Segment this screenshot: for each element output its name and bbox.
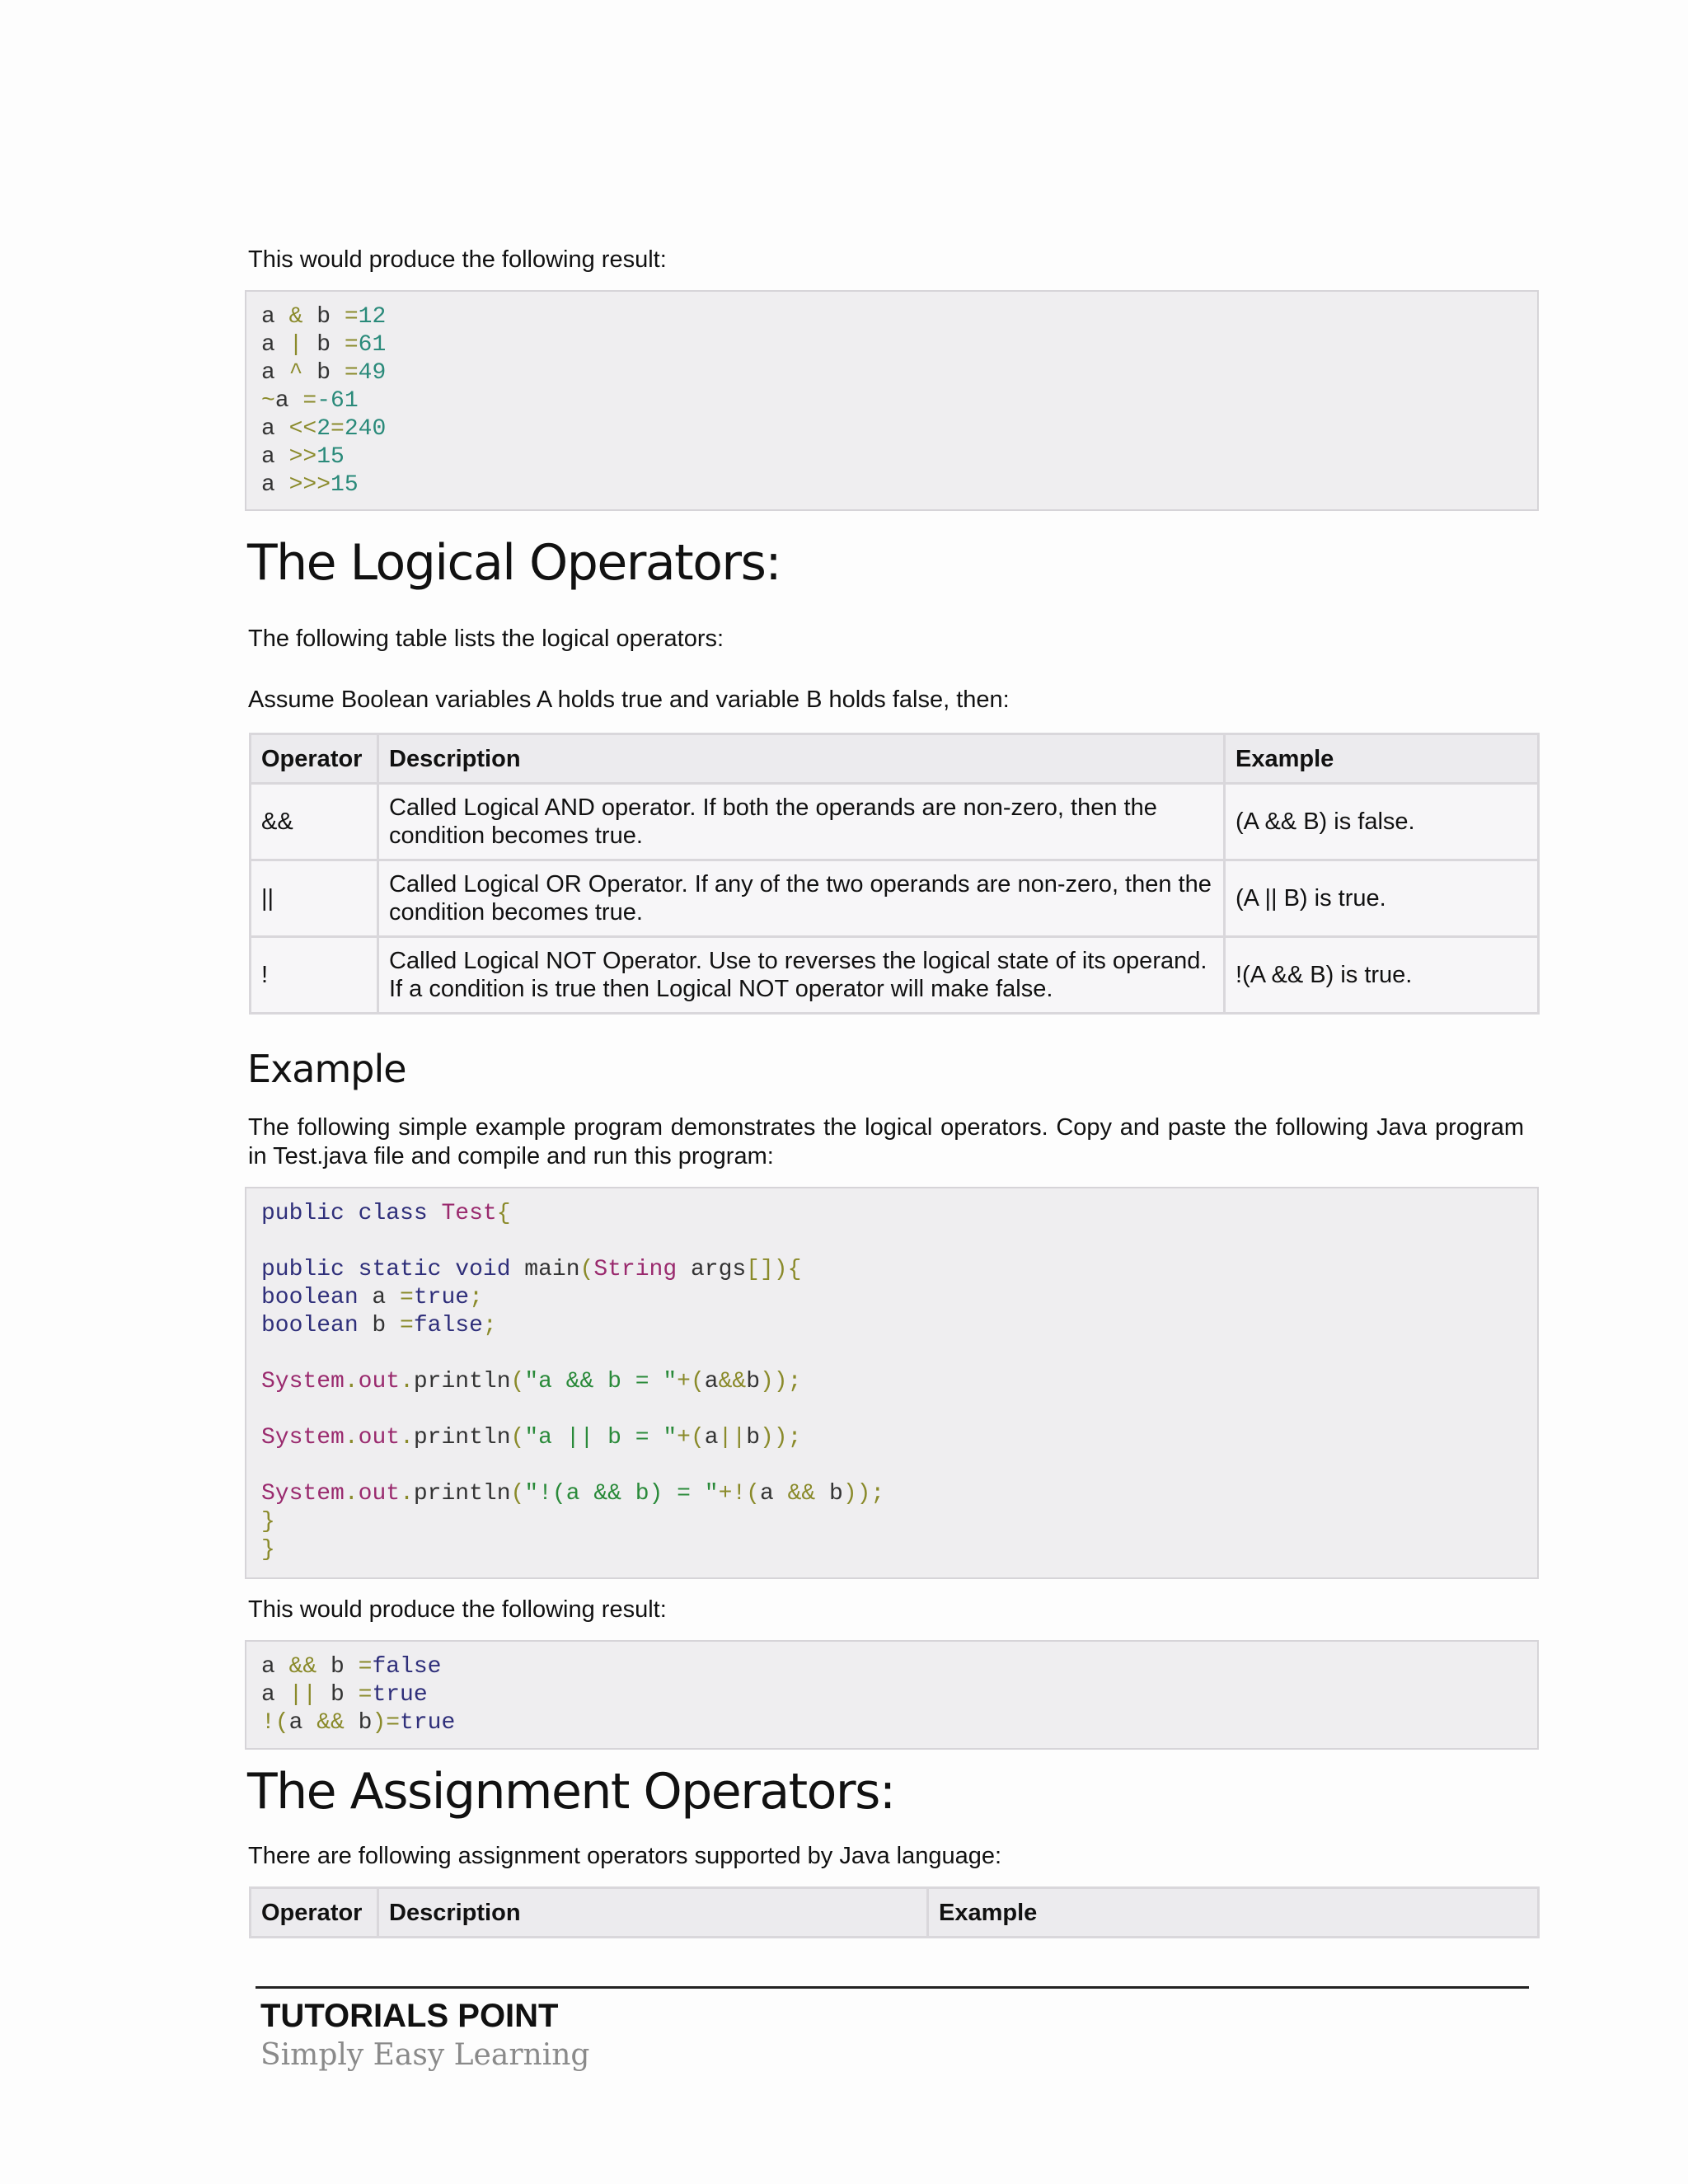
code-token: = <box>358 1682 373 1708</box>
code-token: System <box>261 1481 345 1507</box>
code-token: b <box>746 1369 760 1394</box>
code-token <box>345 1201 359 1226</box>
header-operator: Operator <box>251 1888 378 1938</box>
code-token: a <box>759 1481 788 1507</box>
code-token: a <box>261 1654 289 1680</box>
cell-example: (A || B) is true. <box>1225 860 1539 937</box>
code-token: "!(a && b) = " <box>524 1481 719 1507</box>
code-token: out <box>358 1481 401 1507</box>
bitwise-result-output <box>245 290 1539 511</box>
code-token: ( <box>510 1369 525 1394</box>
code-token: . <box>344 1425 359 1451</box>
code-token: b <box>815 1481 843 1507</box>
code-token: 240 <box>344 416 387 442</box>
code-token: } <box>261 1537 275 1563</box>
code-token: && <box>316 1710 345 1736</box>
header-description: Description <box>378 734 1225 784</box>
code-line <box>261 303 1522 331</box>
code-token: . <box>344 1481 359 1507</box>
code-token: 49 <box>358 360 387 386</box>
table-row <box>251 937 1539 1014</box>
code-token: 15 <box>316 444 345 470</box>
code-token: 2 <box>316 416 331 442</box>
code-token: Test <box>441 1201 497 1226</box>
code-token: a <box>261 332 289 358</box>
cell-operator: || <box>251 860 378 937</box>
code-token: b <box>302 360 345 386</box>
code-token: true <box>400 1710 456 1736</box>
code-token: public <box>261 1201 345 1226</box>
cell-operator: ! <box>251 937 378 1014</box>
code-token: main <box>510 1257 580 1282</box>
code-token: )= <box>372 1710 401 1736</box>
code-token: )); <box>760 1425 802 1451</box>
code-token: = <box>400 1285 414 1310</box>
code-line <box>261 1536 1522 1564</box>
code-token: out <box>358 1425 401 1451</box>
code-token: println <box>413 1425 511 1451</box>
footer-divider <box>256 1986 1529 1989</box>
code-token: -61 <box>316 388 359 414</box>
code-token: ( <box>579 1257 594 1282</box>
header-example: Example <box>928 1888 1539 1938</box>
example-intro: The following simple example program demonstrates the logical operators. Copy and paste the following Java program in Test.java file and compile and run this program: <box>248 1114 1524 1169</box>
code-token: b <box>358 1313 401 1338</box>
cell-operator: && <box>251 784 378 860</box>
code-line <box>261 1284 1522 1312</box>
logical-operators-table <box>249 733 1540 1015</box>
code-token: . <box>400 1481 414 1507</box>
code-token: boolean <box>261 1313 359 1338</box>
code-line <box>261 1508 1522 1536</box>
code-token: = <box>344 332 359 358</box>
code-token: ( <box>510 1481 525 1507</box>
code-token: << <box>288 416 317 442</box>
code-token: ^ <box>288 360 303 386</box>
code-token: . <box>400 1425 414 1451</box>
code-token: a <box>261 444 289 470</box>
code-token: 61 <box>358 332 387 358</box>
code-token: !( <box>261 1710 289 1736</box>
code-line <box>261 471 1522 499</box>
code-line <box>261 443 1522 471</box>
code-line <box>261 1368 1522 1396</box>
logical-intro-1: The following table lists the logical operators: <box>248 626 724 652</box>
cell-description: Called Logical AND operator. If both the operands are non-zero, then the condition becomes true. <box>378 784 1225 860</box>
code-token: static <box>358 1257 442 1282</box>
code-token <box>428 1201 442 1226</box>
code-token: a <box>704 1425 719 1451</box>
code-token: || <box>288 1682 317 1708</box>
cell-example: !(A && B) is true. <box>1225 937 1539 1014</box>
code-token: "a && b = " <box>524 1369 678 1394</box>
code-token: System <box>261 1425 345 1451</box>
table-header-row <box>251 1888 1539 1938</box>
logical-operators-heading: The Logical Operators: <box>247 534 781 592</box>
code-token: a <box>274 388 303 414</box>
code-token: a <box>358 1285 401 1310</box>
header-operator: Operator <box>251 734 378 784</box>
code-token: false <box>413 1313 483 1338</box>
code-token: +( <box>677 1369 705 1394</box>
logical-result-output <box>245 1640 1539 1750</box>
code-token: && <box>718 1369 747 1394</box>
code-token: b <box>746 1425 760 1451</box>
example-heading: Example <box>247 1047 406 1091</box>
code-line <box>261 1340 1522 1368</box>
code-token: 12 <box>358 304 387 330</box>
code-token: = <box>400 1313 414 1338</box>
code-line <box>261 1396 1522 1424</box>
code-token: "a || b = " <box>524 1425 678 1451</box>
code-token: ; <box>469 1285 483 1310</box>
code-line <box>261 359 1522 387</box>
code-token: >> <box>288 444 317 470</box>
table-row <box>251 784 1539 860</box>
bitwise-result-intro: This would produce the following result: <box>248 246 667 273</box>
code-token: = <box>302 388 317 414</box>
code-token: . <box>344 1369 359 1394</box>
code-token: a <box>261 360 289 386</box>
code-token: println <box>413 1481 511 1507</box>
code-token: a <box>288 1710 317 1736</box>
code-token: b <box>344 1710 373 1736</box>
cell-example: (A && B) is false. <box>1225 784 1539 860</box>
footer-brand: TUTORIALS POINT <box>260 1998 559 2034</box>
code-token: || <box>718 1425 747 1451</box>
assignment-operators-table <box>249 1886 1540 1938</box>
code-token: . <box>400 1369 414 1394</box>
code-token: public <box>261 1257 345 1282</box>
code-token: | <box>288 332 303 358</box>
code-token: b <box>316 1682 359 1708</box>
code-token: )); <box>760 1369 802 1394</box>
code-line <box>261 1424 1522 1452</box>
code-line <box>261 1681 1522 1709</box>
table-row <box>251 860 1539 937</box>
logical-intro-2: Assume Boolean variables A holds true and variable B holds false, then: <box>248 687 1010 713</box>
code-token: a <box>704 1369 719 1394</box>
code-token: b <box>302 304 345 330</box>
cell-description: Called Logical OR Operator. If any of the two operands are non-zero, then the condition becomes true. <box>378 860 1225 937</box>
code-token: String <box>593 1257 678 1282</box>
assignment-operators-heading: The Assignment Operators: <box>247 1763 895 1821</box>
code-line <box>261 1228 1522 1256</box>
code-token: && <box>288 1654 317 1680</box>
code-token: = <box>331 416 345 442</box>
assignment-intro: There are following assignment operators supported by Java language: <box>248 1843 1002 1869</box>
code-token: a <box>261 1682 289 1708</box>
code-token: out <box>358 1369 401 1394</box>
code-line <box>261 1452 1522 1480</box>
code-token <box>441 1257 455 1282</box>
code-line <box>261 1653 1522 1681</box>
code-token: )); <box>842 1481 885 1507</box>
code-token: void <box>455 1257 511 1282</box>
code-token: } <box>261 1509 275 1535</box>
code-token: []){ <box>746 1257 802 1282</box>
code-line <box>261 1480 1522 1508</box>
code-token: +( <box>677 1425 705 1451</box>
code-line <box>261 1312 1522 1340</box>
code-token: & <box>288 304 303 330</box>
code-token: a <box>261 472 289 498</box>
table-header-row <box>251 734 1539 784</box>
footer-tagline: Simply Easy Learning <box>260 2038 590 2072</box>
code-token: boolean <box>261 1285 359 1310</box>
code-token: >>> <box>288 472 331 498</box>
code-line <box>261 387 1522 415</box>
code-line <box>261 1200 1522 1228</box>
code-token: false <box>372 1654 442 1680</box>
code-line <box>261 331 1522 359</box>
code-line <box>261 1709 1522 1737</box>
code-token: ~ <box>261 388 275 414</box>
logical-result-intro: This would produce the following result: <box>248 1596 667 1623</box>
code-token: b <box>316 1654 359 1680</box>
header-description: Description <box>378 1888 928 1938</box>
code-token: ; <box>482 1313 497 1338</box>
header-example: Example <box>1225 734 1539 784</box>
code-token: = <box>344 304 359 330</box>
code-token: b <box>302 332 345 358</box>
code-token: true <box>372 1682 428 1708</box>
code-line <box>261 415 1522 443</box>
code-token <box>345 1257 359 1282</box>
code-token: ( <box>510 1425 525 1451</box>
code-token: true <box>413 1285 470 1310</box>
code-token: 15 <box>331 472 359 498</box>
code-token: = <box>344 360 359 386</box>
code-token: { <box>496 1201 511 1226</box>
code-token: class <box>358 1201 428 1226</box>
code-line <box>261 1256 1522 1284</box>
cell-description: Called Logical NOT Operator. Use to reverses the logical state of its operand. If a condition is true then Logical NOT operator will make false. <box>378 937 1225 1014</box>
code-token: a <box>261 416 289 442</box>
code-token: println <box>413 1369 511 1394</box>
code-token: +!( <box>718 1481 760 1507</box>
code-token: args <box>677 1257 747 1282</box>
code-token: = <box>358 1654 373 1680</box>
code-token: && <box>787 1481 816 1507</box>
code-token: a <box>261 304 289 330</box>
code-token: System <box>261 1369 345 1394</box>
java-code-block <box>245 1187 1539 1579</box>
